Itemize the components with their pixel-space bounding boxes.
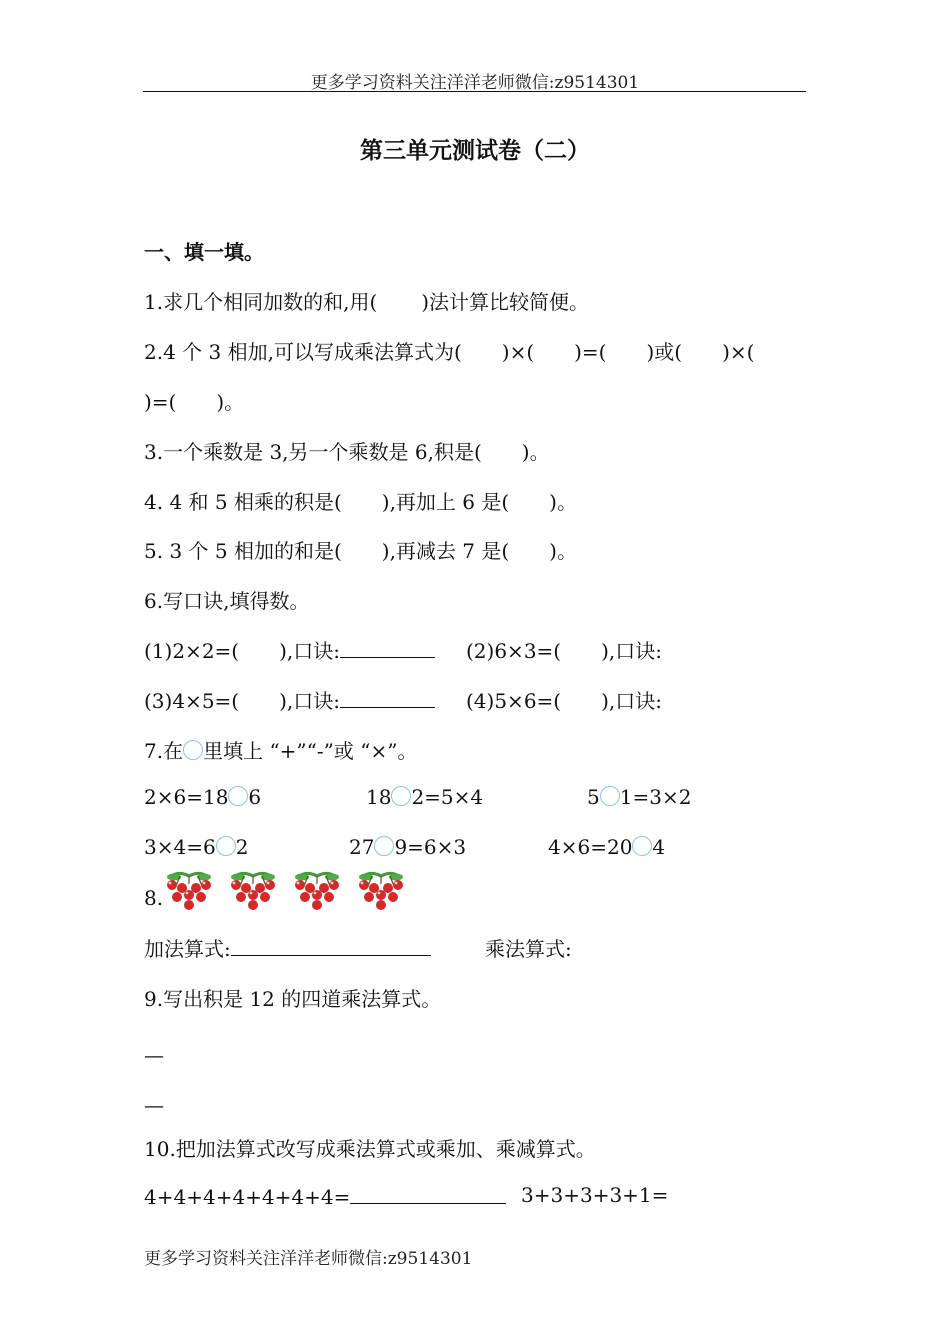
q6-p3-text: (3)4×5=( ),口诀:	[144, 689, 340, 713]
q7-item-left: 18	[366, 785, 392, 809]
q7-item-left: 27	[349, 835, 375, 859]
q10-expr-1	[144, 1183, 506, 1209]
q6-part-4: (4)5×6=( ),口诀:	[466, 689, 662, 713]
answer-blank[interactable]	[231, 935, 431, 956]
q7-item-right: 2=5×4	[411, 785, 484, 809]
page-header: 更多学习资料关注洋洋老师微信:z9514301	[310, 73, 640, 93]
q7-item-right: 9=6×3	[394, 835, 467, 859]
header-divider	[143, 91, 806, 92]
q7-item-left: 5	[587, 785, 600, 809]
section-heading: 一、填一填。	[144, 240, 264, 264]
operator-circle-input[interactable]	[228, 786, 248, 806]
q6-part-1	[144, 635, 435, 664]
operator-circle-input[interactable]	[391, 786, 411, 806]
question-1	[144, 286, 589, 315]
q7-item-left: 3×4=6	[144, 835, 216, 859]
q6-part-2: (2)6×3=( ),口诀:	[466, 639, 662, 663]
q7-item-right: 2	[235, 835, 249, 859]
q8-addition	[144, 933, 431, 962]
q7-prompt-b: 里填上 “+”“-”或 “×”。	[203, 739, 418, 763]
q8-add-label: 加法算式:	[144, 937, 231, 961]
answer-dash: —	[144, 1043, 164, 1067]
cherry-bunch-icon	[167, 873, 211, 910]
question-2-line1: 2.4 个 3 相加,可以写成乘法算式为( )×( )=( )或( )×(	[144, 340, 755, 364]
answer-blank[interactable]	[340, 687, 435, 708]
question-5: 5. 3 个 5 相加的和是( ),再减去 7 是( )。	[144, 539, 577, 563]
answer-dash: —	[144, 1093, 164, 1117]
page-footer: 更多学习资料关注洋洋老师微信:z9514301	[144, 1249, 473, 1269]
q7-prompt-a: 7.在	[144, 739, 184, 763]
q6-part-3	[144, 685, 435, 714]
q7-item-right: 6	[248, 785, 262, 809]
q7-item	[349, 835, 466, 859]
cherry-bunch-icon	[295, 873, 339, 910]
q1-text-a: 1.求几个相同加数的和,用(	[144, 290, 378, 314]
cherry-bunches-image	[160, 866, 420, 912]
q8-mul-label: 乘法算式:	[485, 937, 572, 961]
operator-circle-input[interactable]	[632, 836, 652, 856]
page-title: 第三单元测试卷（二）	[360, 137, 590, 164]
answer-blank[interactable]	[350, 1183, 506, 1204]
question-10-prompt: 10.把加法算式改写成乘法算式或乘加、乘减算式。	[144, 1137, 596, 1161]
answer-blank[interactable]	[340, 637, 435, 658]
q7-item	[144, 785, 261, 809]
question-8-number: 8.	[144, 886, 164, 910]
cherry-bunch-icon	[359, 873, 403, 910]
q7-item	[587, 785, 691, 809]
q1-text-b: )法计算比较简便。	[421, 290, 590, 314]
operator-circle-input[interactable]	[216, 836, 236, 856]
operator-circle-input[interactable]	[374, 836, 394, 856]
question-7-prompt	[144, 735, 417, 764]
question-6-prompt: 6.写口诀,填得数。	[144, 589, 310, 613]
operator-circle-input[interactable]	[600, 786, 620, 806]
q10-expr-1-text: 4+4+4+4+4+4+4=	[144, 1185, 351, 1209]
question-9-prompt: 9.写出积是 12 的四道乘法算式。	[144, 987, 442, 1011]
question-3: 3.一个乘数是 3,另一个乘数是 6,积是( )。	[144, 440, 550, 464]
q7-item	[366, 785, 483, 809]
question-4: 4. 4 和 5 相乘的积是( ),再加上 6 是( )。	[144, 490, 577, 514]
q6-p1-text: (1)2×2=( ),口诀:	[144, 639, 340, 663]
q10-expr-2: 3+3+3+3+1=	[521, 1183, 669, 1207]
cherry-bunch-icon	[231, 873, 275, 910]
q7-item-left: 4×6=20	[548, 835, 633, 859]
q7-item	[548, 835, 665, 859]
q7-item-left: 2×6=18	[144, 785, 229, 809]
question-2-line2: )=( )。	[144, 390, 245, 414]
q7-item	[144, 835, 248, 859]
q7-item-right: 1=3×2	[619, 785, 692, 809]
q7-item-right: 4	[652, 835, 666, 859]
operator-circle-icon	[183, 740, 203, 760]
